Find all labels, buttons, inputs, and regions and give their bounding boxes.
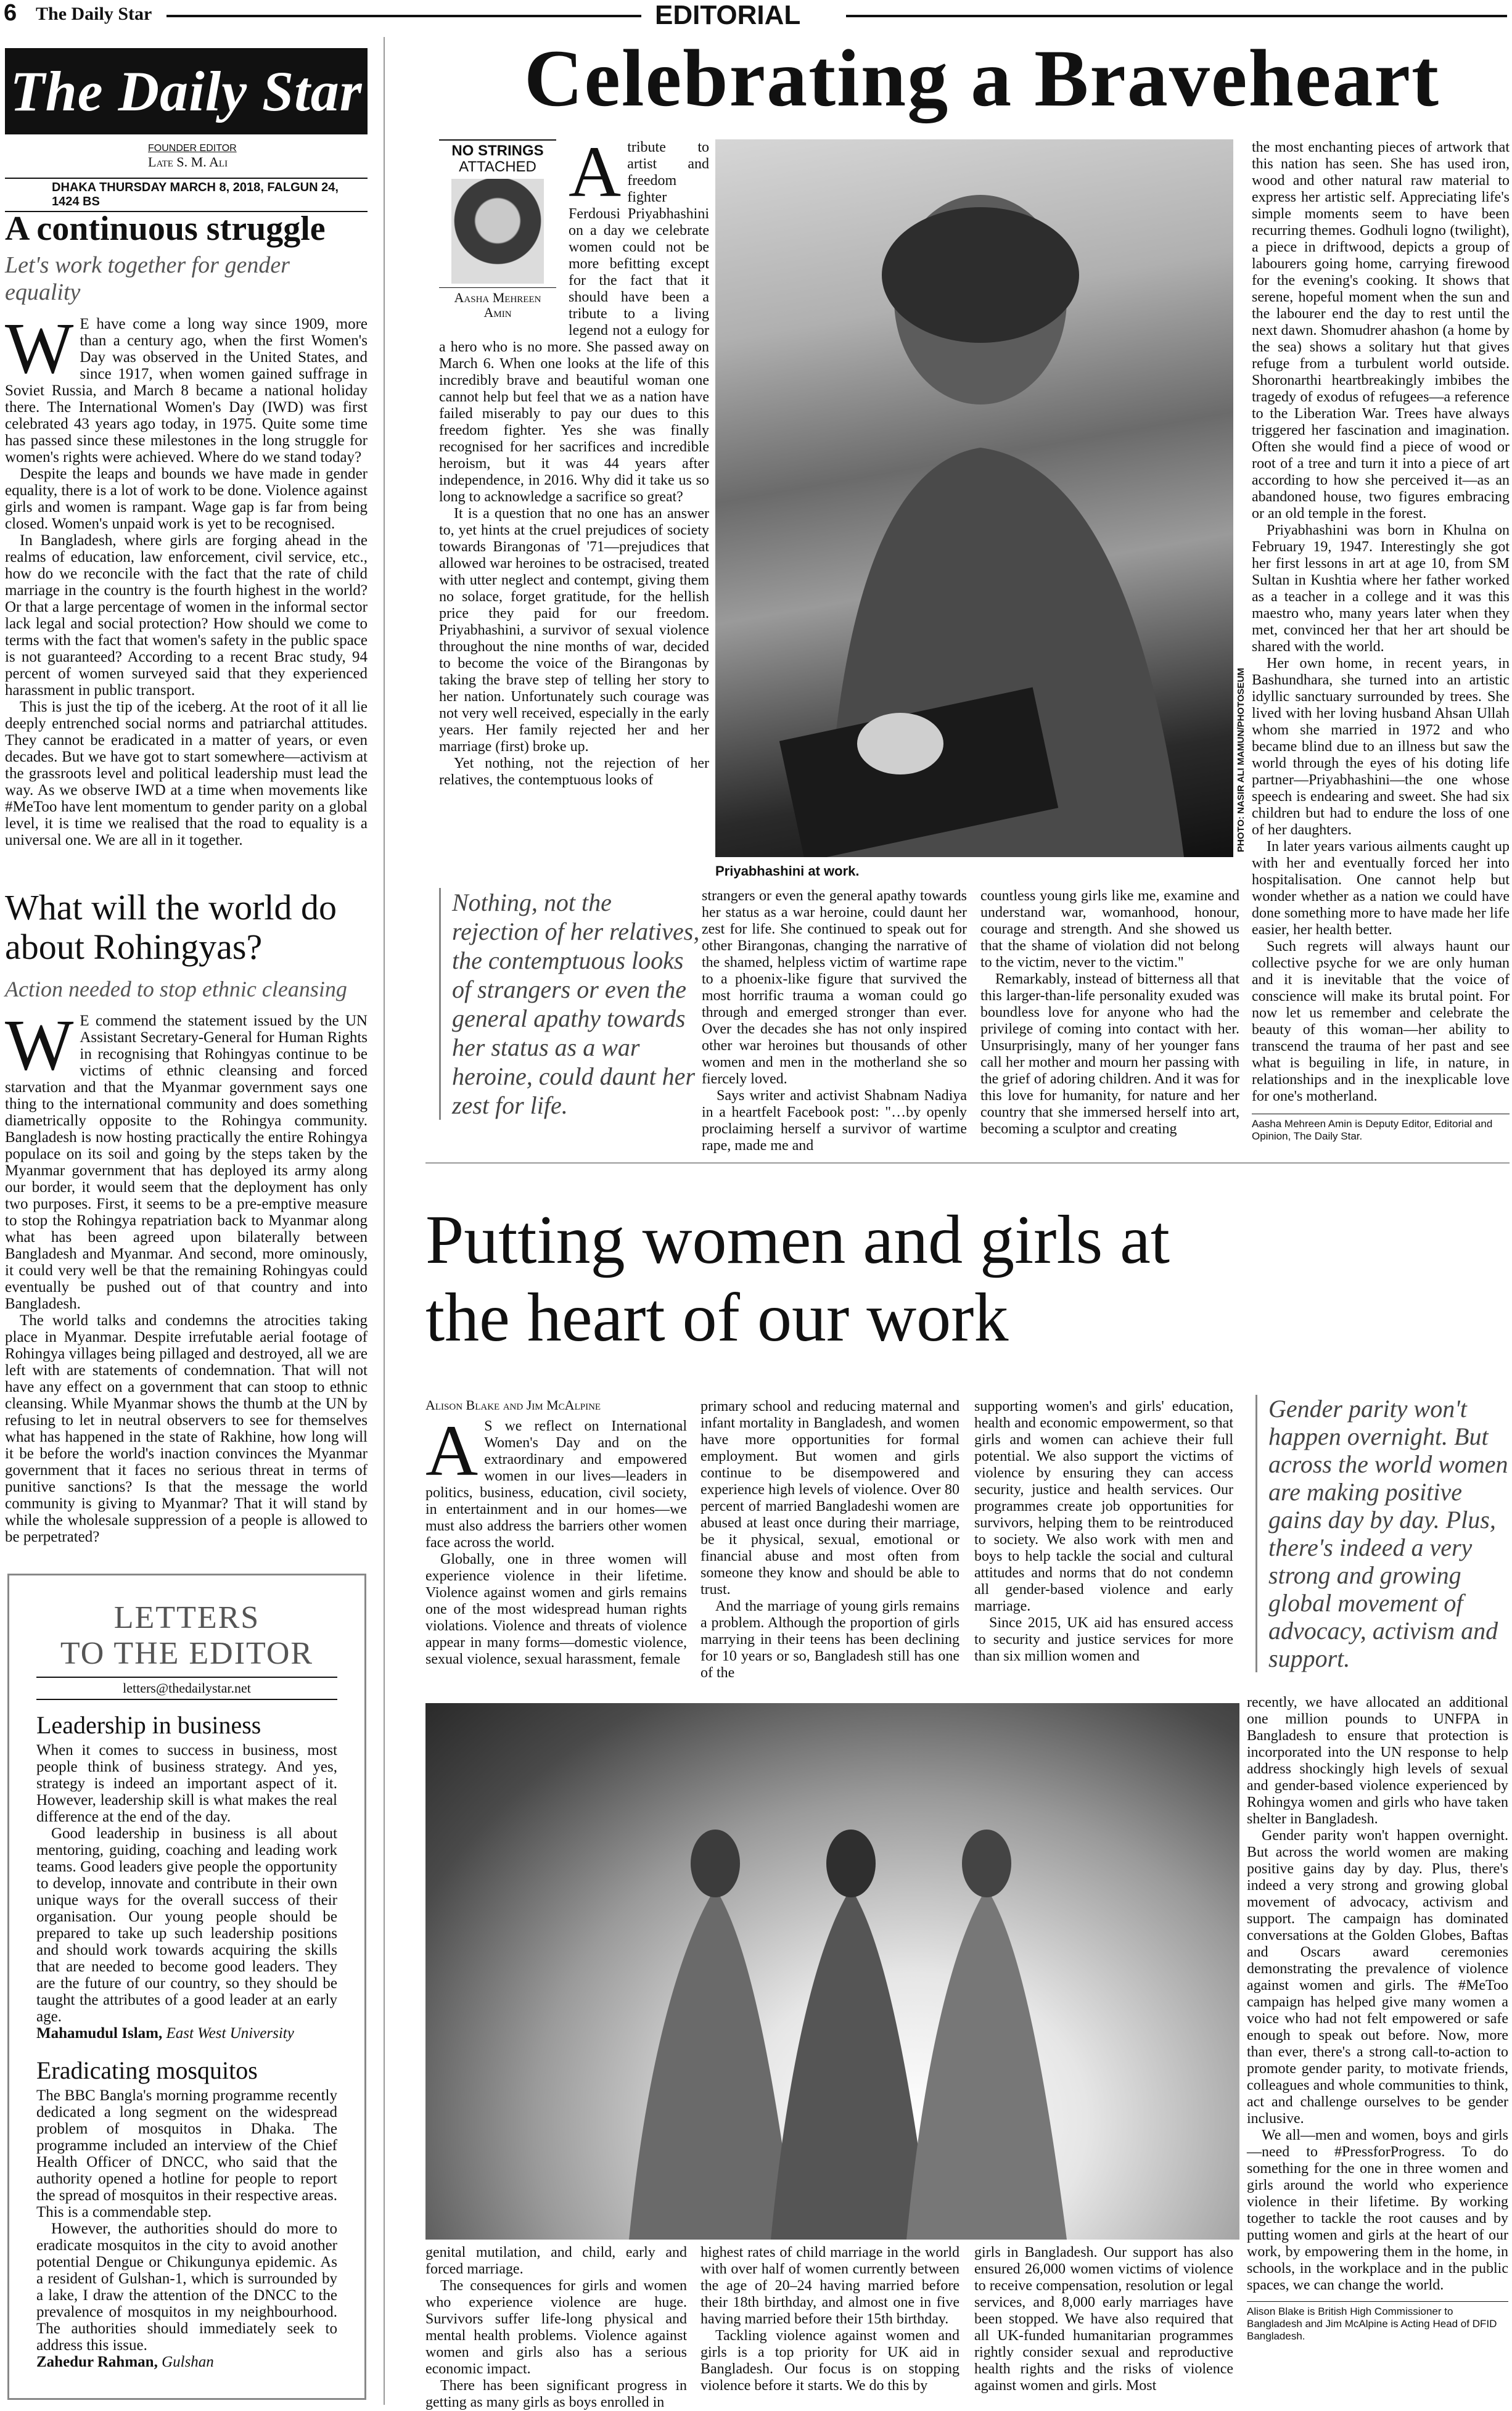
editorial-dropcap: W <box>5 308 74 388</box>
letter-title: Eradicating mosquitos <box>36 2056 258 2084</box>
page-header <box>0 0 1512 32</box>
article-body-col1: A tribute to artist and freedom fighter Ferdousi Priyabhashini on a day we celebrate women could not be more befitting except for the fact that it should have been a tribute to a living legend not a eulogy for a hero who is no more. She passed away on March 6. When one looks at the life of this incredibly brave and beautiful woman one cannot help but feel that we as a nation have failed miserably to pay our dues to this freedom fighter. Yes she was finally recognised for her sacrifices and incredible heroism, but it was 44 years after independence, in 2016. Why did it take us so long to acknowledge a sacrifice so great? It is a question that no one has an answer to, yet hints at the cruel prejudices of society towards Birangonas of '71—prejudices that allowed war heroines to be ostracised, treated with utter neglect and contempt, giving them no solace, forget gratitude, for the hellish price they paid for our freedom. Priyabhashini, a survivor of sexual violence throughout the nine months of war, decided to become the voice of the Birangonas by taking the brave step of telling her story to her nation. Unfortunately such courage was not very well received, especially in the early years. Her family rejected her and her marriage (first) broke up. Yet nothing, not the rejection of her relatives, the contemptuous looks of <box>439 131 709 788</box>
article-separator <box>425 1162 1510 1164</box>
letter-body: When it comes to success in business, most people think of business strategy. And yes, strategy is indeed an important aspect of it. However, leadership skill is what makes the real difference at the end of the day. Good leadership in business is all about mentoring, guiding, coaching and leading work teams. Good leaders give people the opportunity to develop, innovate and contribute in their own unique ways for the overall success of their organisation. Our young people should be prepared to take up such leadership positions and should work towards acquiring the skills that are needed to become good leaders. They are the future of our country, so they should be taught the attributes of a good leader at an early age. Mahamudul Islam, East West University <box>36 1742 337 2042</box>
column-divider <box>384 37 385 2405</box>
article-dropcap: A <box>569 131 622 212</box>
article2-footnote: Alison Blake is British High Commissioner to Bangladesh and Jim McAlpine is Acting Head of DFID Bangladesh. <box>1247 2301 1508 2343</box>
photo-caption: Priyabhashini at work. <box>715 863 860 879</box>
article2-title: Putting women and girls at the heart of our work <box>425 1202 1170 1356</box>
article2-byline: Alison Blake and Jim McAlpine <box>425 1397 601 1413</box>
photo-illustration <box>715 139 1233 857</box>
article-body-col3: countless young girls like me, examine and understand war, womanhood, honour, courage and strength. And she showed us that the shame of violation did not belong to the victim, never to the victim." Remarkably, instead of bitterness all that this larger-than-life personality exuded was boundless love for anyone who had the privilege of coming into contact with her. Unsurprisingly, many of her younger fans call her mother and mourn her passing with the grief of adoring children. And it was for this love for humanity, for nature and her country that she immersed herself into art, becoming a sculptor and creating <box>980 888 1239 1137</box>
editorial-dropcap: W <box>5 1004 74 1085</box>
photo-credit: PHOTO: NASIR ALI MAMUN/PHOTOSEUM <box>1236 668 1246 852</box>
letters-to-editor <box>7 1574 366 2400</box>
letter-affiliation: Gulshan <box>162 2354 214 2370</box>
letter-body: The BBC Bangla's morning programme recently dedicated a long segment on the widespread problem of mosquitos in Dhaka. The programme included an interview of the Chief Health Officer of DNCC, who said that the authority opened a hotline for people to report the spread of mosquitos in their respective areas. This is a commendable step. However, the authorities should do more to eradicate mosquitos in the city to avoid another potential Dengue or Chikungunya epidemic. As a resident of Gulshan-1, which is surrounded by a lake, I draw the attention of the DNCC to the prevalence of mosquitos in my neighbourhood. The authorities should immediately seek to address this issue. Zahedur Rahman, Gulshan <box>36 2087 337 2370</box>
article2-right-col: recently, we have allocated an additional one million pounds to UNFPA in Bangladesh to ensure that protection is incorporated into the UN response to help address shockingly high levels of sexual and gender-based violence experienced by Rohingya women and girls who have taken shelter in Bangladesh. Gender parity won't happen overnight. But across the world women are making positive gains day by day. Plus, there's indeed a very strong and growing global movement of advocacy, activism and support. The campaign has dominated conversations at the Golden Globes, Baftas and Oscars award ceremonies demonstrating the prevalence of violence against women and girls. The #MeToo campaign has helped give many women a voice who had not felt empowered or safe enough to speak out before. Now, more than ever, there's a strong call-to-action to promote gender parity, to motivate friends, colleagues and whole communities to think, act and challenge ourselves to be gender inclusive. We all—men and women, boys and girls—need to #PressforProgress. To do something for the one in three women and girls around the world who experience violence in their lifetime. By working together to tackle the root causes and by putting women and girls at the heart of our work, by empowering them in the home, in schools, in the workplace and in the public spaces, we can change the world. Alison Blake is British High Commissioner to Bangladesh and Jim McAlpine is Acting Head of DFID Bangladesh. <box>1247 1694 1508 2342</box>
article2-dropcap: A <box>425 1410 479 1491</box>
painting-illustration <box>425 1703 1239 2240</box>
letter-title: Leadership in business <box>36 1711 261 1739</box>
masthead-logo <box>5 48 368 134</box>
article2-pull-quote: Gender parity won't happen overnight. But across the world women are making positive gains day by day. Plus, there's indeed a very strong and growing global movement of advocacy, activism and support. <box>1255 1395 1512 1672</box>
priyabhashini-photo <box>715 139 1233 857</box>
editorial-subtitle: Let's work together for gender equality <box>5 252 290 305</box>
section-label: EDITORIAL <box>655 0 801 30</box>
letters-heading-line1: LETTERS <box>113 1600 260 1635</box>
women-painting <box>425 1703 1239 2240</box>
page-number: 6 <box>4 0 17 26</box>
article2-bottom-col2: highest rates of child marriage in the world with over half of women currently between the age of 20–24 having married before their 18th birthday, and almost one in five having married before their 15th birthday. Tackling violence against women and girls is a top priority for UK aid in Bangladesh. Our focus is on stopping violence before it starts. We do this by <box>701 2245 959 2394</box>
founder-name: Late S. M. Ali <box>148 154 228 170</box>
header-rule-left <box>166 15 641 17</box>
editorial-title: A continuous struggle <box>5 210 326 248</box>
editorial-body: W E commend the statement issued by the UN Assistant Secretary-General for Human Rights in recognising that Rohingyas continue to be victims of ethnic cleansing and forced starvation and that the Myanmar government says one thing to the international community and does something diametrically opposite to the Rohingya community. Bangladesh is now hosting practically the entire Rohingya populace on its soil and going by the steps taken by the Myanmar government that has deployed its army along our border, it would seem that the deployment has only two purposes. First, it seems to be a pre-emptive measure to stop the Rohingya repatriation back to Myanmar along what has been agreed upon bilaterally between Bangladesh and Myanmar. And second, more ominously, it could very well be that the remaining Rohingyas could eventually be pushed out of that country and into Bangladesh. The world talks and condemns the atrocities taking place in Myanmar. Despite irrefutable aerial footage of Rohingya villages being pillaged and destroyed, all we are left with are statements of condemnation. That will not have any effect on a government that can stoop to ethnic cleansing. While Myanmar shows the thumb at the UN by refusing to let in neutral observers to see for themselves what has happened in the state of Rakhine, how long will it be before the world's inaction convinces the Myanmar government that it faces no serious threat in terms of punitive sanctions? Is that the message the world community is giving to Myanmar? That it will stand by while the wholesale suppression of a people is allowed to be perpetrated? <box>5 1004 368 1545</box>
editorial-body: W E have come a long way since 1909, more than a century ago, when the first Women's Day was observed in the United States, and since 1917, when women gained suffrage in Soviet Russia, and March 8 became a national holiday there. The International Women's Day (IWD) was first celebrated 43 years ago today, in 1975. Quite some time has passed since these milestones in the long struggle for women's rights were achieved. Where do we stand today? Despite the leaps and bounds we have made in gender equality, there is a lot of work to be done. Violence against girls and women is rampant. Wage gap is far from being closed. Women's unpaid work is yet to be recognised. In Bangladesh, where girls are forging ahead in the realms of education, law enforcement, civil service, etc., how do we reconcile with the fact that the rate of child marriage in the country is the fourth highest in the world? Or that a large percentage of women in the informal sector lack legal and social protection? How should we come to terms with the fact that women's safety in the public space is not guaranteed? According to a recent Brac study, 94 percent of women surveyed said that they experienced harassment in public transport. This is just the tip of the iceberg. At the root of it all lie deeply entrenched social norms and patriarchal attitudes. They cannot be eradicated in a matter of years, or even decades. But we have got to start somewhere—activism at the grassroots level and political leadership must lead the way. As we observe IWD at a time when movements like #MeToo have lent momentum to gender parity on a global level, it is time we realised that the road to equality is a universal one. We are all in it together. <box>5 308 368 848</box>
dateline: DHAKA THURSDAY MARCH 8, 2018, FALGUN 24, 1424 BS <box>5 178 368 212</box>
letter-author: Zahedur Rahman, <box>36 2354 158 2370</box>
article2-col2: primary school and reducing maternal and infant mortality in Bangladesh, and women have more opportunities for formal employment. But women and girls continue to be disempowered and experience high levels of violence. Over 80 percent of married Bangladeshi women are abused at least once during their marriage, be it physical, sexual, emotional or financial abuse and most often from someone they know and should be able to trust. And the marriage of young girls remains a problem. Although the proportion of girls marrying in their teens has been declining for 10 years or so, Bangladesh still has one of the <box>701 1399 959 1681</box>
pull-quote: Nothing, not the rejection of her relatives, the contemptuous looks of strangers or even the general apathy towards her status as a war heroine, could daunt her zest for life. <box>439 888 701 1120</box>
letter-affiliation: East West University <box>166 2025 294 2042</box>
article2-col1: A S we reflect on International Women's Day and on the extraordinary and empowered women in our lives—leaders in politics, business, education, civil society, in entertainment and in our homes—we must also address the barriers other women face across the world. Globally, one in three women will experience violence in their lifetime. Violence against women and girls remains one of the most widespread human rights violations. Violence and threats of violence appear in many forms—domestic violence, sexual violence, sexual harassment, female <box>425 1410 687 1667</box>
author-footnote: Aasha Mehreen Amin is Deputy Editor, Editorial and Opinion, The Daily Star. <box>1252 1114 1510 1143</box>
article-title: Celebrating a Braveheart <box>524 33 1440 123</box>
editorial-rohingyas <box>5 888 368 1545</box>
logo-text: The Daily Star <box>10 60 363 123</box>
article2-col3: supporting women's and girls' education, health and economic empowerment, so that girls and women can achieve their full potential. We also support the victims of violence by ensuring they can access security, justice and health services. Our programmes create job opportunities for survivors, helping them to be reintroduced to society. We also work with men and boys to help tackle the social and cultural attitudes and norms that do not condemn all gender-based violence and early marriage. Since 2015, UK aid has ensured access to security and justice services for more than six million women and <box>974 1399 1233 1664</box>
article-body-col4: the most enchanting pieces of artwork that this nation has seen. She has used iron, wood and other natural raw material to express her artistic self. Appreciating life's simple moments seem to have been recurring themes. Godhuli logno (twilight), a piece in driftwood, depicts a group of labourers going home, carrying firewood for the evening's cooking. It shows that serene, hopeful moment when the sun and the labourer end the day to rest until the next dawn. Shomudrer ahashon (a home by the sea) shows a solitary hut that gives refuge from a turbulent world outside. Shoronarthi heartbreakingly imbibes the tragedy of exodus of refugees—a reference to the Liberation War. Trees have always triggered her fascination and imagination. Often she would find a piece of wood or root of a tree and turn it into a piece of art according to how she perceived it—as an abandoned house, two figures embracing or an old temple in the forest. Priyabhashini was born in Khulna on February 19, 1947. Interestingly she got her first lessons in art at age 10, from SM Sultan in Kushtia where her father worked as a teacher in a college and it was this maestro who, many years later when they met, convinced her that her art should be shared with the world. Her own home, in recent years, in Bashundhara, she turned into an artistic idyllic sanctuary surrounded by trees. She lived with her loving husband Ahsan Ullah whom she married in 1972 and who became blind due to an illness but saw the world through the eyes of his doting life partner—Priyabhashini—the one whose speech is endearing and sweet. She had six children but had to endure the loss of one of her daughters. In later years various ailments caught up with her and eventually forced her into hospitalisation. One cannot help but wonder whether as a nation we could have done something more to have made her life easier, her health better. Such regrets will always haunt our collective psyche for we are only human and it is inevitable that the voice of conscience will make its brutal point. For now let us remember and celebrate the beauty of this woman—her ability to transcend the trauma of her past and see what is beguiling in life, in nature, in relationships and in the inexplicable love for one's motherland. Aasha Mehreen Amin is Deputy Editor, Editorial and Opinion, The Daily Star. <box>1252 139 1510 1142</box>
letters-email[interactable]: letters@thedailystar.net <box>36 1677 337 1700</box>
editorial-title: What will the world do about Rohingyas? <box>5 887 337 967</box>
paper-short-name: The Daily Star <box>36 4 152 24</box>
editorial-subtitle: Action needed to stop ethnic cleansing <box>5 977 347 1001</box>
header-rule-right <box>846 15 1507 17</box>
article-body-col2: strangers or even the general apathy towards her status as a war heroine, could daunt her zest for life. She continued to speak out for other Birangonas, changing the narrative of the shamed, helpless victim of wartime rape to a phoenix-like figure that survived the most horrific trauma a woman could go through and emerged stronger than ever. Over the decades she has not only inspired other war heroines but thousands of other women and men in the motherland she so fiercely loved. Says writer and activist Shabnam Nadiya in a heartfelt Facebook post: "…by openly proclaiming herself a survivor of wartime rape, made me and <box>702 888 967 1154</box>
author-name: Aasha Mehreen Amin <box>439 287 556 320</box>
article2-bottom-col3: girls in Bangladesh. Our support has also ensured 26,000 women victims of violence to receive compensation, resolution or legal services, and 8,000 early marriages have been stopped. We have also required that all UK-funded humanitarian programmes rightly consider sexual and reproductive health rights and the risks of violence against women and girls. Most <box>974 2245 1233 2394</box>
column-label: NO STRINGS ATTACHED <box>439 139 556 175</box>
letter-author: Mahamudul Islam, <box>36 2025 163 2042</box>
letters-heading-line2: TO THE EDITOR <box>60 1636 314 1671</box>
editorial-continuous-struggle <box>5 210 368 848</box>
article2-bottom-col1: genital mutilation, and child, early and forced marriage. The consequences for girls and women who experience violence are huge. Survivors suffer life-long physical and mental health problems. Violence against women and girls also has a serious economic impact. There has been significant progress in getting as many girls as boys enrolled in <box>425 2245 687 2410</box>
founder-label: FOUNDER EDITOR <box>148 143 237 154</box>
